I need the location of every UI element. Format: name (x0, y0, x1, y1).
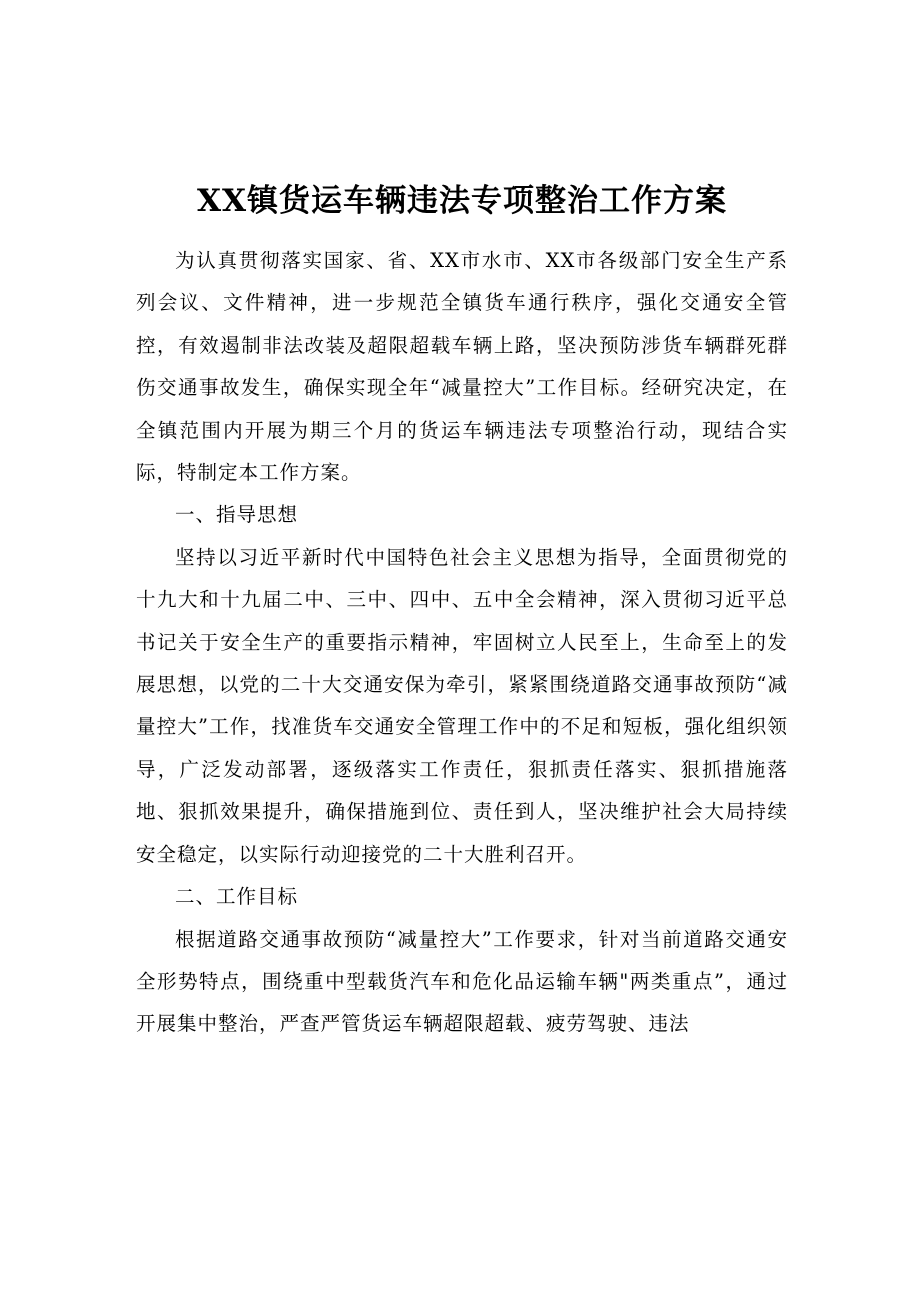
document-title: XX镇货运车辆违法专项整治工作方案 (196, 183, 728, 219)
section-heading-work-goals: 二、工作目标 (175, 885, 299, 909)
document-body (136, 178, 788, 1046)
section-body-work-goals: 根据道路交通事故预防“减量控大”工作要求，针对当前道路交通安全形势特点，围绕重中型载货汽车和危化品运输车辆"两类重点”，通过开展集中整治，严查严管货运车辆超限超载、疲劳驾驶、违法 (136, 927, 788, 1036)
section-heading-guiding-ideology: 一、指导思想 (175, 503, 299, 527)
intro-paragraph: 为认真贯彻落实国家、省、XX市水市、XX市各级部门安全生产系列会议、文件精神，进一步规范全镇货车通行秩序，强化交通安全管控，有效遏制非法改装及超限超载车辆上路，坚决预防涉货车辆群死群伤交通事故发生，确保实现全年“减量控大”工作目标。经研究决定，在全镇范围内开展为期三个月的货运车辆违法专项整治行动，现结合实际，特制定本工作方案。 (136, 249, 788, 485)
section-body-guiding-ideology: 坚持以习近平新时代中国特色社会主义思想为指导，全面贯彻党的十九大和十九届二中、三中、四中、五中全会精神，深入贯彻习近平总书记关于安全生产的重要指示精神，牢固树立人民至上，生命至上的发展思想，以党的二十大交通安保为牵引，紧紧围绕道路交通事故预防“减量控大”工作，找准货车交通安全管理工作中的不足和短板，强化组织领导，广泛发动部署，逐级落实工作责任，狠抓责任落实、狠抓措施落地、狠抓效果提升，确保措施到位、责任到人，坚决维护社会大局持续安全稳定，以实际行动迎接党的二十大胜利召开。 (136, 545, 788, 866)
